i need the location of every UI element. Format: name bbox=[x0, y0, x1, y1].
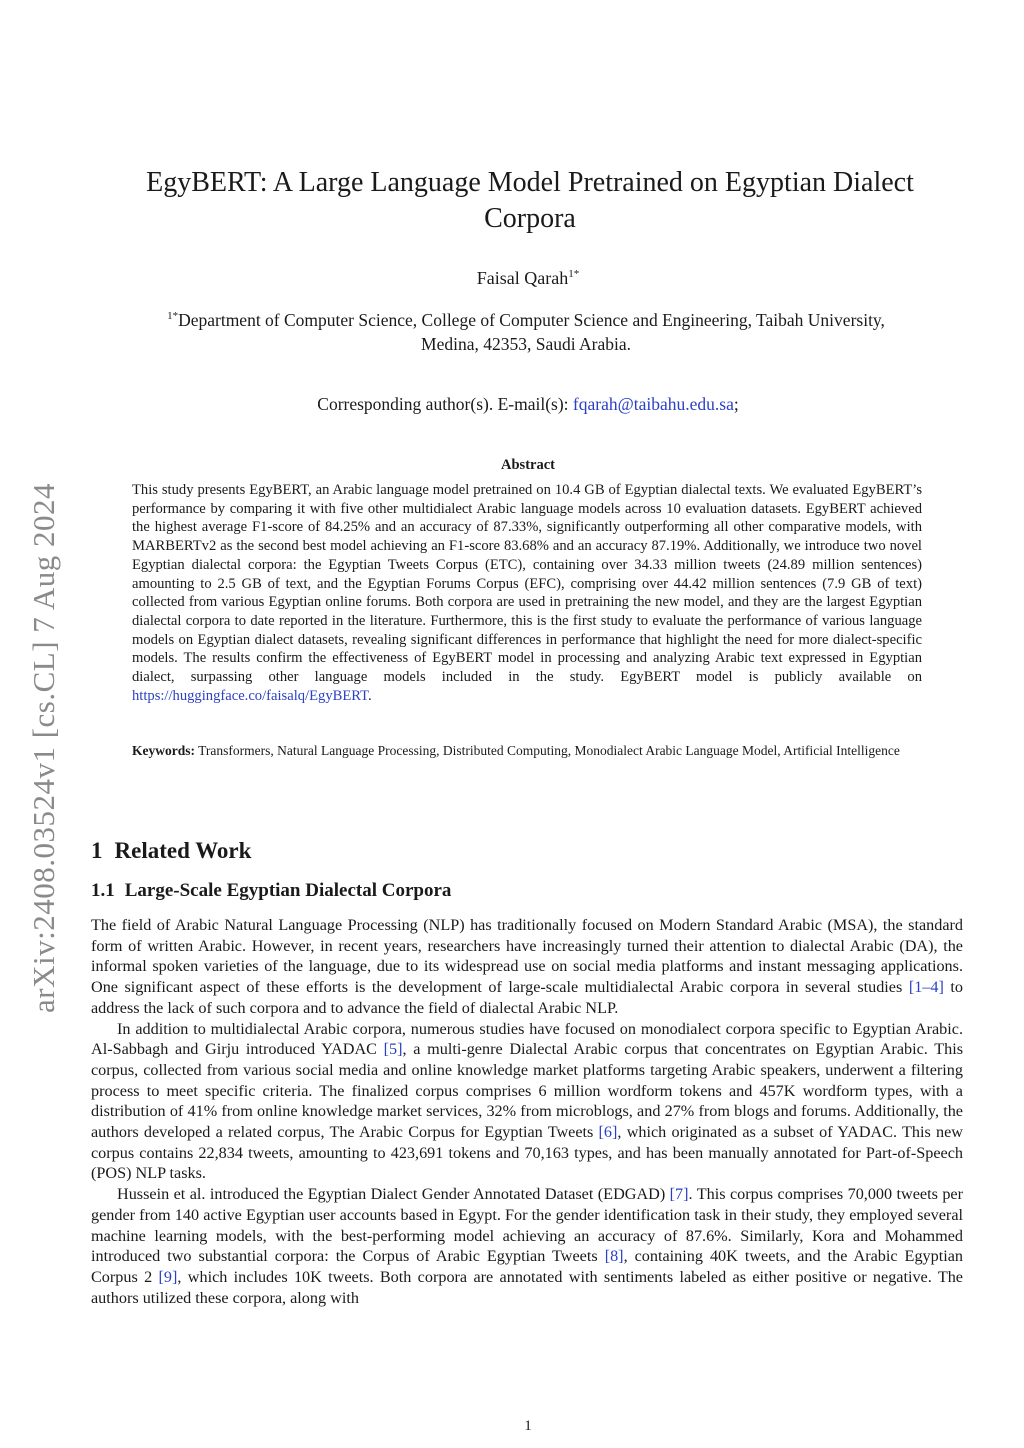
paragraph-text: to address the lack of such corpora and to advance the field of dialectal Arabic NLP. bbox=[91, 978, 964, 1017]
model-link[interactable]: https://huggingface.co/faisalq/EgyBERT bbox=[132, 687, 368, 704]
abstract-end: . bbox=[367, 687, 372, 704]
subsection-heading bbox=[91, 880, 451, 902]
section-heading bbox=[91, 838, 251, 864]
email-link[interactable]: fqarah@taibahu.edu.sa bbox=[572, 394, 734, 414]
paragraph-text: . This corpus comprises 70,000 tweets per gender from 140 active Egyptian user accounts based in Egypt. For the gender identification task in their study, they employed several machine learning models, with the best-performing model achieving an accuracy of 87.6%. Similarly, Kora and Mohammed introduced two substantial corpora: the Corpus of Arabic Egyptian Tweets bbox=[91, 1185, 964, 1266]
paragraph-text: Hussein et al. introduced the Egyptian Dialect Gender Annotated Dataset (EDGAD) bbox=[117, 1185, 666, 1204]
citation-link[interactable]: [6] bbox=[598, 1123, 618, 1142]
author-name: Faisal Qarah bbox=[476, 268, 569, 288]
paper-title: EgyBERT: A Large Language Model Pretrained on Egyptian Dialect Corpora bbox=[146, 167, 914, 234]
affiliation-mark: 1* bbox=[167, 310, 179, 322]
paragraph-text: , which includes 10K tweets. Both corpora are annotated with sentiments labeled as either positive or negative. The authors utilized these corpora, along with bbox=[91, 1267, 963, 1307]
arxiv-identifier bbox=[8, 456, 80, 1040]
keywords bbox=[132, 742, 922, 759]
paragraph-text: In addition to multidialectal Arabic corpora, numerous studies have focused on monodialect corpora specific to Egyptian Arabic. Al-Sabbagh and Girju introduced YADAC bbox=[91, 1019, 963, 1059]
arxiv-identifier-text: arXiv:2408.03524v1 [cs.CL] 7 Aug 2024 bbox=[26, 483, 61, 1013]
corresponding-suffix: ; bbox=[733, 394, 739, 414]
subsection-title: Large-Scale Egyptian Dialectal Corpora bbox=[124, 880, 452, 901]
citation-link[interactable]: [5] bbox=[383, 1040, 403, 1059]
abstract-body: This study presents EgyBERT, an Arabic language model pretrained on 10.4 GB of Egyptian dialectal texts. We evaluated EgyBERT’s performance by comparing it with five other multidialect Arabic language models across 10 evaluation datasets. EgyBERT achieved the highest average F1-score of 84.25% and an accuracy of 87.33%, significantly outperforming all other comparative models, with MARBERTv2 as the second best model achieving an F1-score 83.68% and an accuracy 87.19%. Additionally, we introduce two novel Egyptian dialectal corpora: the Egyptian Tweets Corpus (ETC), containing over 34.33 million tweets (24.89 million sentences) amounting to 2.5 GB of text, and the Egyptian Forums Corpus (EFC), comprising over 44.42 million sentences (7.9 GB of text) collected from various Egyptian online forums. Both corpora are used in pretraining the new model, and they are the largest Egyptian dialectal corpora to date reported in the literature. Furthermore, this is the first study to evaluate the performance of various language models on Egyptian dialect datasets, revealing significant differences in performance that highlight the need for more dialect-specific models. The results confirm the effectiveness of EgyBERT model in processing and analyzing Arabic text expressed in Egyptian dialect, surpassing other language models included in the study. EgyBERT model is publicly available on bbox=[132, 482, 922, 686]
paragraph-text: The field of Arabic Natural Language Processing (NLP) has traditionally focused on Modern Standard Arabic (MSA), the standard form of written Arabic. However, in recent years, researchers have increasingly turned their attention to dialectal Arabic (DA), the informal spoken varieties of the language, due to its widespread use on social media platforms and instant messaging applications. One significant aspect of these efforts is the development of large-scale multidialectal Arabic corpora in several studies bbox=[91, 916, 963, 997]
paragraph-2 bbox=[91, 1019, 963, 1185]
paragraph-text: , a multi-genre Dialectal Arabic corpus that concentrates on Egyptian Arabic. This corpus, collected from various social media and online knowledge market platforms targeting Arabic speakers, underwent a filtering process to meet specific criteria. The finalized corpus comprises 6 million wordform tokens and 457K wordform types, with a distribution of 41% from online knowledge market services, 32% from microblogs, and 27% from blogs and forums. Additionally, the authors developed a related corpus, The Arabic Corpus for Egyptian Tweets bbox=[91, 1040, 963, 1142]
section-number: 1 bbox=[91, 838, 103, 863]
citation-link[interactable]: [8] bbox=[604, 1247, 624, 1266]
abstract-text bbox=[132, 481, 922, 705]
section-title: Related Work bbox=[114, 838, 252, 863]
citation-link[interactable]: [9] bbox=[158, 1267, 178, 1286]
author-mark: 1* bbox=[568, 268, 580, 280]
abstract-heading: Abstract bbox=[501, 457, 555, 473]
body-text bbox=[91, 915, 963, 1308]
paragraph-text: , which originated as a subset of YADAC. This new corpus contains 22,834 tweets, amounting to 423,691 tokens and 70,163 types, and has been manually annotated for Part-of-Speech (POS) NLP tasks. bbox=[91, 1123, 963, 1183]
affiliation bbox=[140, 304, 912, 356]
corresponding-author bbox=[0, 394, 1024, 415]
paragraph-3 bbox=[91, 1184, 963, 1308]
paragraph-1 bbox=[91, 915, 963, 1019]
citation-link[interactable]: [1–4] bbox=[908, 978, 944, 997]
keywords-text: Transformers, Natural Language Processing, Distributed Computing, Monodialect Arabic Language Model, Artificial Intelligence bbox=[198, 743, 900, 758]
paragraph-text: , containing 40K tweets, and the Arabic Egyptian Corpus 2 bbox=[91, 1247, 963, 1286]
author-line bbox=[0, 268, 1024, 289]
affiliation-text: Department of Computer Science, College of Computer Science and Engineering, Taibah University, Medina, 42353, Saudi Arabia. bbox=[178, 310, 885, 354]
page-number: 1 bbox=[524, 1418, 532, 1434]
subsection-number: 1.1 bbox=[91, 880, 115, 901]
citation-link[interactable]: [7] bbox=[669, 1185, 689, 1204]
corresponding-label: Corresponding author(s). E-mail(s): bbox=[317, 394, 569, 414]
keywords-label: Keywords: bbox=[132, 743, 195, 758]
